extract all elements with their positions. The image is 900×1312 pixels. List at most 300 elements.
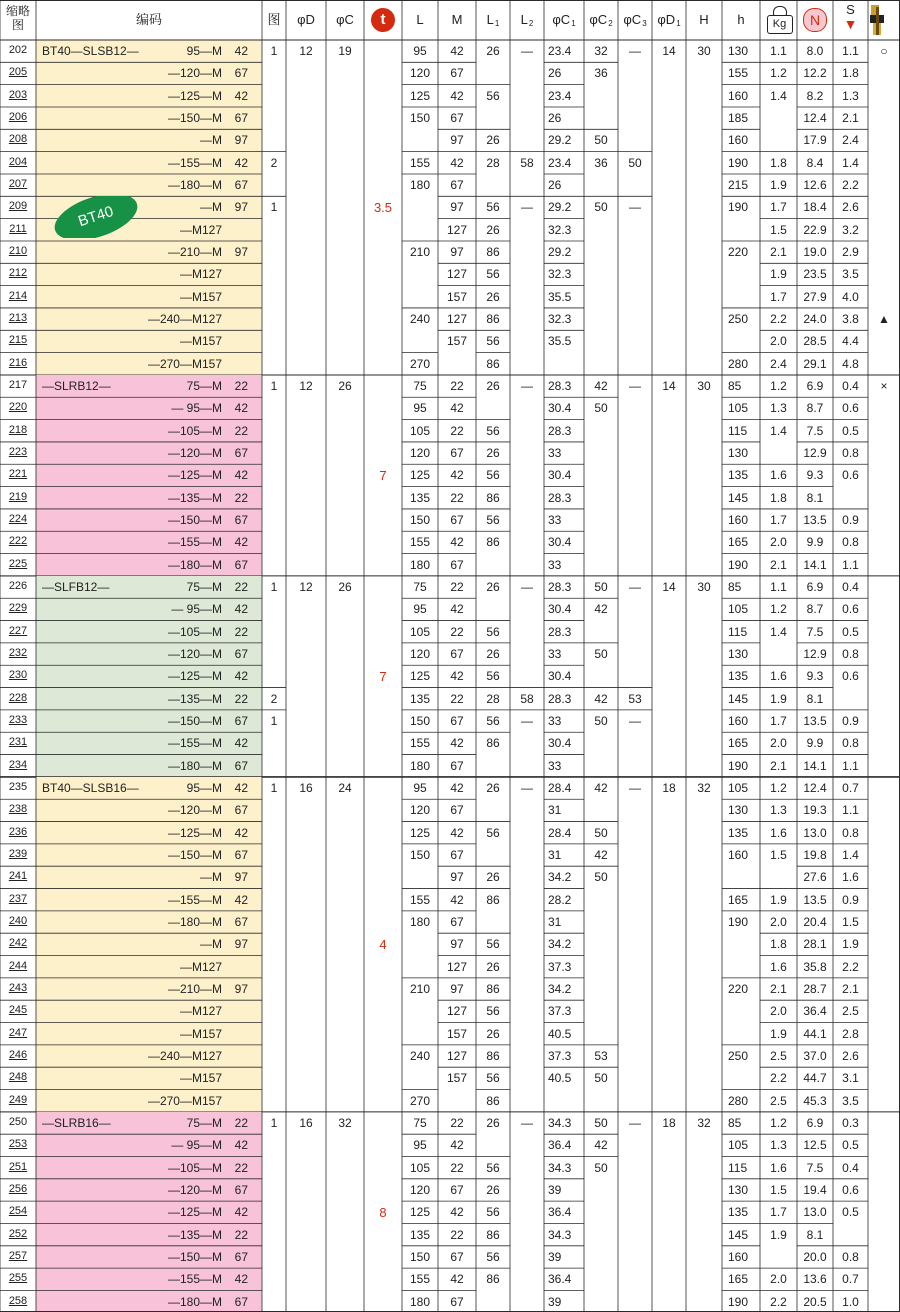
cell-L1: 86	[486, 1049, 500, 1063]
cell-L: 180	[409, 915, 431, 930]
cell-phiC2: 42	[594, 602, 608, 617]
cell-kg: 1.6	[770, 825, 787, 840]
cell-L1: 86	[486, 490, 500, 505]
cell-phiC3: —	[629, 1116, 641, 1130]
code-m: 67	[234, 557, 248, 572]
cell-h: 155	[728, 66, 749, 81]
cell-phiC1: 35.5	[548, 334, 572, 349]
code-suffix: —M127	[179, 959, 222, 974]
header-phiD1: $\varphi D_1$	[657, 12, 681, 28]
row-id: 256	[8, 1182, 28, 1195]
cell-M: 42	[450, 44, 464, 59]
cell-L1: 86	[486, 312, 500, 327]
cell-n: 9.3	[806, 669, 824, 684]
cell-h: 165	[728, 736, 749, 751]
code-m: 42	[234, 825, 248, 840]
cell-s: 2.2	[842, 959, 859, 974]
code-m: 42	[234, 155, 248, 170]
cell-phiC1: 28.3	[548, 624, 572, 639]
cell-M: 42	[450, 781, 464, 796]
cell-s: 1.9	[842, 937, 859, 952]
rotation-n-icon: N	[797, 8, 833, 32]
cell-L1: 26	[486, 222, 500, 237]
cell-M: 42	[450, 468, 464, 483]
cell-L1: 56	[486, 825, 500, 840]
code-suffix: —120—M	[167, 66, 222, 81]
cell-h: 130	[728, 803, 749, 818]
code-m: 67	[234, 1294, 248, 1309]
row-id: 224	[8, 513, 28, 526]
cell-L1: 86	[486, 245, 500, 260]
cell-phiD: 12	[299, 379, 313, 394]
cell-M: 127	[446, 222, 468, 237]
code-m: 67	[234, 647, 248, 662]
code-suffix: —150—M	[167, 714, 222, 729]
row-id: 248	[8, 1071, 28, 1084]
cell-phiC3: —	[629, 379, 641, 394]
row-id: 251	[8, 1160, 28, 1173]
cell-L: 125	[409, 468, 431, 483]
code-suffix: — 95—M	[171, 602, 222, 617]
code-m: 42	[234, 669, 248, 684]
code-suffix: —150—M	[167, 848, 222, 863]
cell-phiC3: —	[629, 714, 641, 729]
row-id: 239	[8, 848, 28, 861]
cell-n: 44.1	[803, 1026, 827, 1041]
cell-phiC2: 50	[594, 1160, 608, 1175]
side-mark: ○	[880, 44, 888, 59]
row-id: 246	[8, 1049, 28, 1061]
cell-s: 3.5	[842, 1093, 859, 1108]
cell-n: 29.1	[803, 356, 827, 371]
cell-phiC: 26	[338, 379, 352, 394]
header-L2: $L_2$	[520, 12, 534, 28]
code-m: 42	[234, 892, 248, 907]
cell-L1: 26	[486, 379, 500, 394]
cell-M: 67	[450, 513, 464, 528]
cell-s: 1.3	[842, 88, 859, 103]
code-suffix: —M157	[179, 1071, 222, 1086]
cell-n: 6.9	[806, 580, 824, 595]
cell-n: 12.4	[803, 111, 827, 126]
code-suffix: —M127	[179, 267, 222, 282]
code-m: 42	[234, 1138, 248, 1153]
cell-h: 145	[728, 1227, 749, 1242]
cell-phiD: 16	[299, 781, 313, 796]
cell-phiC1: 34.3	[548, 1116, 572, 1130]
row-id: 253	[8, 1138, 28, 1151]
cell-M: 42	[450, 736, 464, 751]
row-id: 210	[8, 245, 28, 258]
cell-phiD1: 18	[662, 1116, 676, 1130]
cell-n: 8.7	[806, 401, 824, 416]
cell-kg: 2.5	[770, 1093, 787, 1108]
cell-M: 67	[450, 111, 464, 126]
cell-phiC1: 28.4	[548, 781, 572, 796]
cell-M: 157	[446, 334, 468, 349]
cell-L: 120	[409, 66, 431, 81]
cell-phiD1: 14	[662, 379, 676, 394]
cell-L1: 86	[486, 982, 500, 997]
cell-M: 67	[450, 1294, 464, 1309]
cell-s: 4.0	[842, 289, 859, 304]
cell-L: 125	[409, 1205, 431, 1220]
cell-n: 23.5	[803, 267, 827, 282]
cell-kg: 1.8	[770, 155, 787, 170]
cell-M: 22	[450, 624, 464, 639]
code-suffix: —150—M	[167, 111, 222, 126]
cell-phiD: 16	[299, 1116, 313, 1130]
cell-h: 190	[728, 557, 749, 572]
cell-n: 13.0	[803, 1205, 827, 1220]
cell-n: 19.0	[803, 245, 827, 260]
row-id: 249	[8, 1093, 28, 1106]
cell-L: 155	[409, 535, 431, 550]
cell-phiC1: 30.4	[548, 669, 572, 684]
cell-phiC2: 50	[594, 1116, 608, 1130]
cell-n: 27.6	[803, 870, 827, 885]
cell-kg: 1.2	[770, 602, 787, 617]
cell-n: 45.3	[803, 1093, 827, 1108]
row-id: 250	[8, 1116, 28, 1128]
cell-phiC1: 36.4	[548, 1205, 572, 1220]
cell-L1: 26	[486, 1182, 500, 1197]
cell-L2: 58	[520, 691, 534, 706]
cell-n: 36.4	[803, 1004, 827, 1019]
cell-L1: 86	[486, 535, 500, 550]
cell-n: 17.9	[803, 133, 827, 148]
code-suffix: —M	[200, 937, 222, 952]
cell-H: 30	[697, 580, 711, 595]
cell-L: 120	[409, 446, 431, 461]
cell-L: 150	[409, 848, 431, 863]
cell-L: 75	[413, 379, 427, 394]
code-suffix: —125—M	[167, 1205, 222, 1220]
cell-s: 1.6	[842, 870, 859, 885]
cell-n: 8.1	[806, 1227, 824, 1242]
header-h: h	[737, 12, 745, 27]
cell-kg: 2.1	[770, 982, 787, 997]
cell-M: 67	[450, 714, 464, 729]
cell-L1: 56	[486, 937, 500, 952]
cell-h: 165	[728, 1272, 749, 1287]
cell-h: 220	[728, 982, 749, 997]
cell-s: 2.2	[842, 178, 859, 193]
cell-s: 1.4	[842, 848, 859, 863]
cell-s: 0.8	[842, 535, 859, 550]
cell-s: 1.1	[842, 44, 859, 59]
code-suffix: —135—M	[167, 1227, 222, 1242]
cell-h: 105	[728, 401, 749, 416]
cell-M: 42	[450, 669, 464, 684]
code-suffix: —120—M	[167, 803, 222, 818]
cell-L: 75	[413, 580, 427, 595]
header-code: 编码	[135, 12, 162, 27]
cell-phiC2: 50	[594, 647, 608, 662]
cell-phiC1: 28.3	[548, 490, 572, 505]
cell-kg: 1.9	[770, 178, 787, 193]
cell-s: 1.0	[842, 1294, 859, 1309]
cell-n: 9.9	[806, 736, 824, 751]
cell-L1: 26	[486, 1116, 500, 1130]
cell-phiC1: 32.3	[548, 312, 572, 327]
cell-s: 2.1	[842, 111, 859, 126]
cell-kg: 1.9	[770, 1227, 787, 1242]
cell-h: 250	[728, 312, 749, 327]
cell-h: 250	[728, 1049, 749, 1063]
cell-n: 24.0	[803, 312, 827, 327]
cell-phiC2: 50	[594, 580, 608, 595]
cell-n: 14.1	[803, 557, 827, 572]
cell-phiC1: 33	[548, 513, 562, 528]
cell-s: 0.9	[842, 714, 859, 729]
code-suffix: —M127	[179, 222, 222, 237]
cell-phiC1: 33	[548, 714, 562, 729]
row-id: 237	[8, 892, 28, 905]
cell-s: 0.8	[842, 446, 859, 461]
cell-kg: 2.0	[770, 915, 787, 930]
cell-kg: 1.2	[770, 66, 787, 81]
code-m: 42	[234, 535, 248, 550]
cell-h: 190	[728, 1294, 749, 1309]
cell-L1: 56	[486, 334, 500, 349]
cell-h: 160	[728, 1249, 749, 1264]
cell-s: 1.8	[842, 66, 859, 81]
cell-phiC1: 29.2	[548, 200, 572, 215]
cell-phiC3: —	[629, 200, 641, 215]
code-m: 67	[234, 1182, 248, 1197]
cell-kg: 2.2	[770, 1071, 787, 1086]
cell-M: 22	[450, 1160, 464, 1175]
cell-s: 0.5	[842, 1205, 859, 1220]
cell-L1: 56	[486, 1249, 500, 1264]
cell-n: 19.3	[803, 803, 827, 818]
cell-phiD1: 14	[662, 44, 676, 59]
cell-n: 13.6	[803, 1272, 827, 1287]
cell-L2: —	[521, 1116, 533, 1130]
code-m: 67	[234, 66, 248, 81]
cell-h: 190	[728, 155, 749, 170]
cell-phiC1: 31	[548, 915, 562, 930]
cell-phiC1: 33	[548, 557, 562, 572]
cell-n: 7.5	[806, 624, 824, 639]
cell-L2: —	[521, 580, 533, 595]
cell-L: 180	[409, 758, 431, 773]
code-m: 97	[234, 245, 248, 260]
down-arrow-icon: S ▼	[843, 2, 858, 32]
cell-M: 67	[450, 557, 464, 572]
cell-phiC1: 28.3	[548, 580, 572, 595]
code-m: 97	[234, 200, 248, 215]
cell-h: 85	[728, 580, 742, 595]
cell-phiC2: 53	[594, 1049, 608, 1063]
code-suffix: —150—M	[167, 1249, 222, 1264]
cell-L: 105	[409, 1160, 431, 1175]
cell-fig: 2	[270, 691, 278, 706]
cell-h: 145	[728, 490, 749, 505]
cell-h: 85	[728, 1116, 742, 1130]
code-m: 22	[234, 624, 248, 639]
cell-phiC1: 30.4	[548, 401, 572, 416]
row-id: 226	[8, 580, 28, 593]
row-id: 202	[8, 44, 28, 57]
row-id: 222	[8, 535, 28, 548]
cell-L2: —	[521, 379, 533, 394]
cell-t: 7	[379, 669, 387, 685]
cell-L: 150	[409, 714, 431, 729]
code-m: 97	[234, 870, 248, 885]
cell-s: 2.4	[842, 133, 859, 148]
cell-L2: —	[521, 200, 533, 215]
cell-L1: 26	[486, 1026, 500, 1041]
cell-L1: 26	[486, 959, 500, 974]
row-id: 217	[8, 379, 28, 392]
badge-label: BT40	[76, 202, 116, 231]
code-suffix: —M	[200, 870, 222, 885]
row-id: 220	[8, 401, 28, 414]
cell-h: 160	[728, 714, 749, 729]
cell-M: 127	[446, 1004, 468, 1019]
code-suffix: —270—M157	[147, 356, 222, 371]
cell-phiC: 26	[338, 580, 352, 595]
cell-n: 7.5	[806, 1160, 824, 1175]
cell-s: 1.5	[842, 915, 859, 930]
cell-L: 95	[413, 781, 427, 796]
cell-kg: 1.9	[770, 267, 787, 282]
code-suffix: —M157	[179, 1026, 222, 1041]
code-m: 67	[234, 714, 248, 729]
cell-L1: 56	[486, 88, 500, 103]
cell-phiD1: 18	[662, 781, 676, 796]
cell-phiC1: 29.2	[548, 245, 572, 260]
cell-kg: 1.2	[770, 781, 787, 796]
cell-kg: 2.0	[770, 535, 787, 550]
cell-L1: 86	[486, 1272, 500, 1287]
cell-s: 3.5	[842, 267, 859, 282]
cell-L: 95	[413, 602, 427, 617]
bt40-badge	[52, 196, 140, 238]
cell-L: 180	[409, 557, 431, 572]
cell-n: 12.4	[803, 781, 827, 796]
cell-phiC2: 50	[594, 133, 608, 148]
cell-L2: —	[521, 781, 533, 796]
cell-M: 42	[450, 602, 464, 617]
cell-H: 30	[697, 44, 711, 59]
cell-L: 150	[409, 513, 431, 528]
cell-L: 120	[409, 647, 431, 662]
cell-M: 157	[446, 289, 468, 304]
cell-s: 0.6	[842, 401, 859, 416]
cell-M: 42	[450, 155, 464, 170]
cell-s: 0.5	[842, 1138, 859, 1153]
row-id: 211	[9, 222, 27, 235]
cell-h: 145	[728, 691, 749, 706]
code-suffix: —125—M	[167, 669, 222, 684]
header-phiC: φC	[336, 12, 354, 27]
cell-L: 125	[409, 88, 431, 103]
side-mark: ×	[880, 379, 888, 394]
row-id: 238	[8, 803, 28, 816]
code-suffix: 95—M	[186, 44, 222, 59]
code-prefix: BT40—SLSB16—	[42, 781, 139, 796]
cell-n: 27.9	[803, 289, 827, 304]
cell-n: 28.1	[803, 937, 827, 952]
code-suffix: —150—M	[167, 513, 222, 528]
cell-phiC1: 35.5	[548, 289, 572, 304]
row-id: 235	[8, 781, 28, 794]
cell-n: 12.9	[803, 446, 827, 461]
cell-M: 42	[450, 88, 464, 103]
header-thumb: 缩略图	[5, 4, 30, 32]
cell-phiC1: 39	[548, 1294, 562, 1309]
code-suffix: —135—M	[167, 490, 222, 505]
cell-kg: 2.0	[770, 1272, 787, 1287]
row-id: 230	[8, 669, 28, 682]
cell-phiC1: 40.5	[548, 1026, 572, 1041]
cell-s: 1.1	[842, 803, 859, 818]
cell-n: 18.4	[803, 200, 827, 215]
row-id: 219	[8, 490, 28, 503]
cell-n: 12.5	[803, 1138, 827, 1153]
code-m: 22	[234, 580, 248, 595]
code-m: 22	[234, 1227, 248, 1242]
cell-L1: 56	[486, 624, 500, 639]
cell-phiC3: —	[629, 44, 641, 59]
cell-M: 67	[450, 758, 464, 773]
cell-s: 2.6	[842, 1049, 859, 1063]
code-suffix: —180—M	[167, 557, 222, 572]
cell-fig: 1	[270, 200, 278, 215]
cell-kg: 1.7	[770, 513, 787, 528]
code-suffix: —155—M	[167, 736, 222, 751]
cell-kg: 1.1	[770, 580, 787, 595]
header-fig: 图	[267, 12, 281, 27]
code-m: 42	[234, 88, 248, 103]
code-suffix: 75—M	[186, 379, 222, 394]
cell-phiC1: 37.3	[548, 1004, 572, 1019]
cell-M: 127	[446, 1049, 468, 1063]
cell-phiC1: 33	[548, 758, 562, 773]
cell-kg: 2.1	[770, 758, 787, 773]
cell-phiC1: 30.4	[548, 736, 572, 751]
cell-h: 190	[728, 758, 749, 773]
cell-h: 160	[728, 513, 749, 528]
row-id: 258	[8, 1294, 28, 1307]
code-m: 42	[234, 602, 248, 617]
cell-kg: 1.2	[770, 379, 787, 394]
cell-kg: 1.4	[770, 624, 787, 639]
cell-L1: 26	[486, 580, 500, 595]
cell-fig: 1	[270, 44, 278, 59]
cell-L: 120	[409, 1182, 431, 1197]
cell-kg: 1.2	[770, 1116, 787, 1130]
cell-fig: 2	[270, 155, 278, 170]
code-m: 22	[234, 423, 248, 438]
cell-n: 9.3	[806, 468, 824, 483]
cell-s: 0.5	[842, 624, 859, 639]
cell-h: 105	[728, 1138, 749, 1153]
cell-s: 0.4	[842, 1160, 859, 1175]
cell-M: 67	[450, 1249, 464, 1264]
cell-h: 165	[728, 892, 749, 907]
code-m: 42	[234, 1272, 248, 1287]
cell-L1: 56	[486, 468, 500, 483]
code-m: 67	[234, 848, 248, 863]
cell-kg: 2.2	[770, 312, 787, 327]
cell-phiC: 24	[338, 781, 352, 796]
header-M: M	[451, 12, 463, 27]
cell-L1: 86	[486, 356, 500, 371]
